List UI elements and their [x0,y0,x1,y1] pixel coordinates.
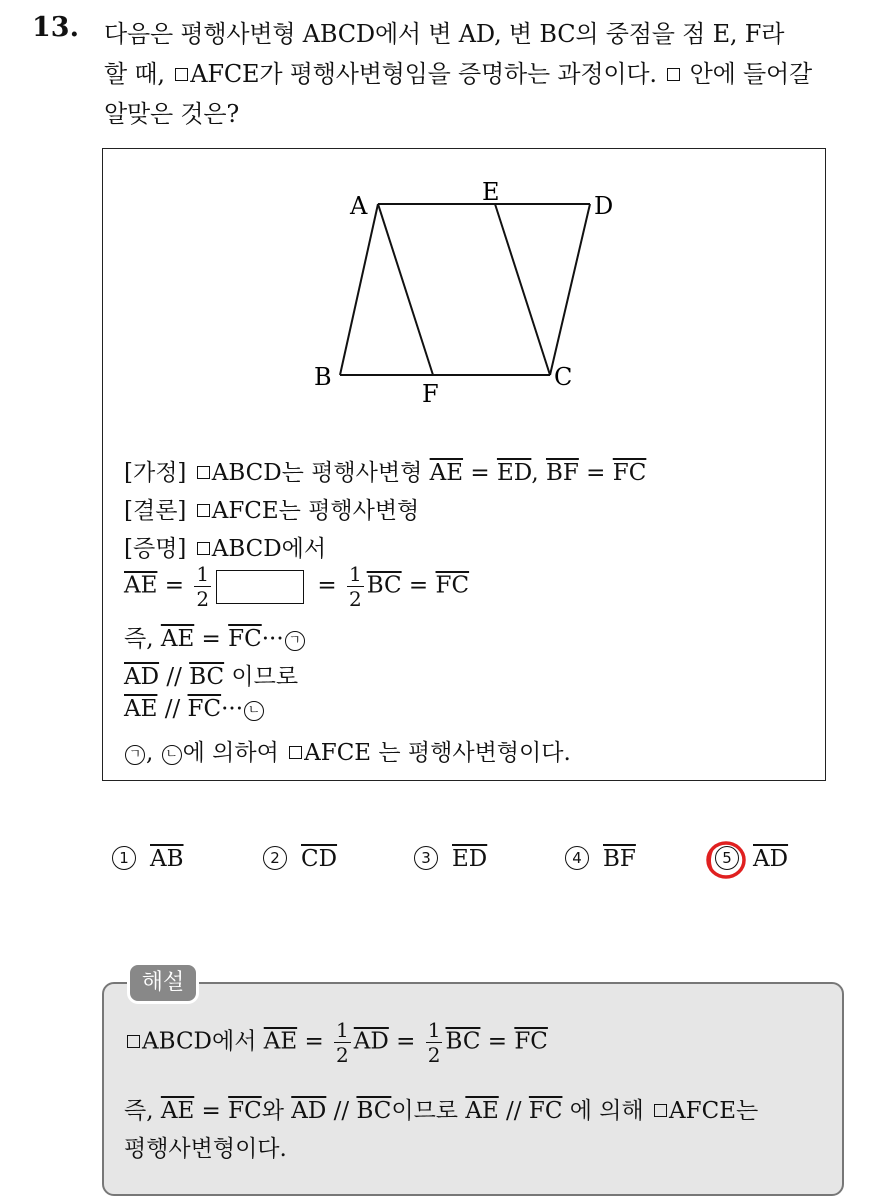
quadrilateral-symbol-icon [654,1104,667,1117]
side-DC [550,204,590,375]
point-label-C: C [554,363,573,391]
proof-assumption: [가정] ABCD는 평행사변형 $\overline{AE} = \overline{ED}$, $\overline{BF} = \overline{FC}$ [124,460,647,486]
quadrilateral-symbol-icon [127,1035,140,1048]
fraction-half: $\frac{1}{2}$ [427,1018,441,1067]
quadrilateral-symbol-icon [197,504,210,517]
circled-nieun-icon: ㄴ [162,745,182,765]
quadrilateral-symbol-icon [175,68,188,81]
proof-parallel: $\overline{AD} // \overline{BC}$ 이므로 [124,664,299,690]
segment-AF [378,204,433,375]
question-text-line3: 알맞은 것은? [104,100,240,128]
proof-start: [증명] ABCD에서 [124,536,327,562]
solution-line3: 평행사변형이다. [124,1136,287,1162]
point-label-B: B [314,363,332,391]
solution-tag: 해설 [127,962,199,1004]
choice-2[interactable]: 2 $\overline{CD}$ [263,846,337,872]
choice-4[interactable]: 4 $\overline{BF}$ [565,846,636,872]
fraction-half: $\frac{1}{2}$ [196,562,210,611]
question-text-line2: 할 때, AFCE가 평행사변형임을 증명하는 과정이다. 안에 들어갈 [104,60,813,88]
proof-step-1: 즉, $\overline{AE} = \overline{FC}\cdot\cdot\cdot$ ㄱ [124,620,306,653]
fraction-half: $\frac{1}{2}$ [336,1018,349,1067]
proof-step-2: $\overline{AE} // \overline{FC}\cdot\cdot\cdot$ ㄴ [124,696,265,722]
choice-5[interactable]: 5 $\overline{AD}$ [715,846,788,872]
choice-1[interactable]: 1 $\overline{AB}$ [112,846,184,872]
quadrilateral-symbol-icon [197,466,210,479]
quadrilateral-symbol-icon [197,542,210,555]
circled-giyeok-icon: ㄱ [285,631,305,651]
point-label-F: F [422,380,439,408]
side-AB [340,204,378,375]
question-number: 13. [32,12,79,43]
segment-EC [495,204,550,375]
circled-giyeok-icon: ㄱ [125,745,145,765]
fraction-half: $\frac{1}{2}$ [348,562,362,611]
answer-blank [216,570,304,604]
solution-box [102,982,844,1196]
proof-final: ㄱ , ㄴ 에 의하여 AFCE 는 평행사변형이다. [124,734,571,767]
circled-nieun-icon: ㄴ [244,701,264,721]
parallelogram-figure [300,170,640,410]
blank-box-icon [667,68,680,81]
point-label-A: A [350,192,368,220]
solution-line2: 즉, $\overline{AE} = \overline{FC}$와 $\overline{AD} // \overline{BC}$이므로 $\overline{AE} // \overline{FC}$ 에 의해 AFCE는 [124,1098,759,1124]
solution-line1: ABCD에서 $\overline{AE}$ = $\frac{1}{2}$ $\overline{AD}$ = $\frac{1}{2}$ $\overline{BC} = \overline{FC}$ [124,1020,548,1065]
question-text-line1: 다음은 평행사변형 ABCD에서 변 AD, 변 BC의 중점을 점 E, F라 [104,20,785,48]
choice-3[interactable]: 3 $\overline{ED}$ [414,846,487,872]
answer-mark-icon [703,838,751,882]
proof-equation: $\overline{AE}$ = $\frac{1}{2}$ = $\frac{1}{2}$ $\overline{BC} = \overline{FC}$ [124,562,470,611]
quadrilateral-symbol-icon [289,746,302,759]
proof-conclusion: [결론] AFCE는 평행사변형 [124,498,420,524]
point-label-E: E [482,178,500,206]
point-label-D: D [594,192,614,220]
